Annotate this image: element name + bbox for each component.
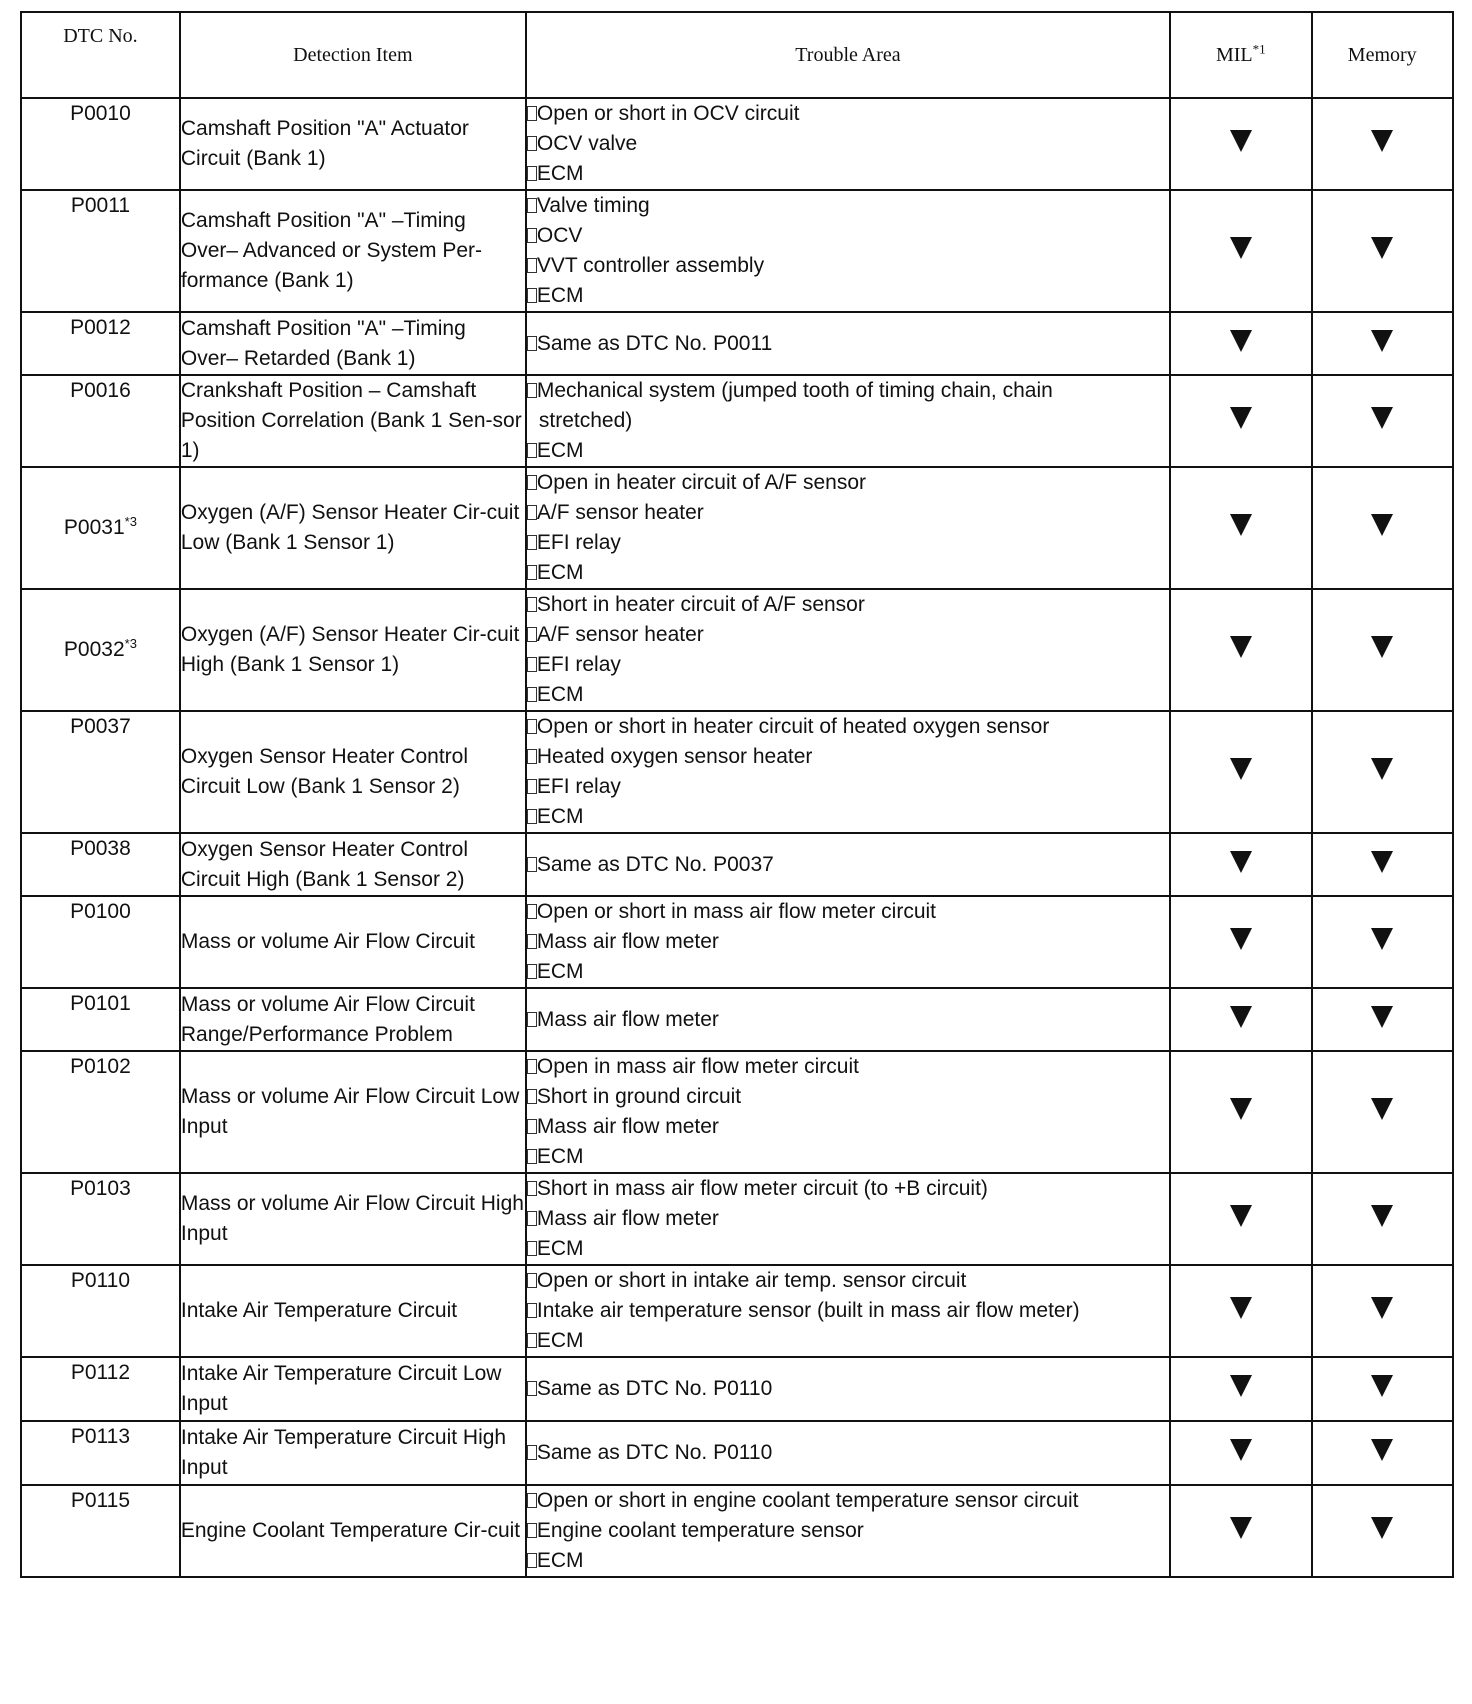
mil-indicator-icon [1230, 1205, 1252, 1227]
mil-cell [1170, 1265, 1311, 1357]
trouble-area-line [527, 251, 1169, 281]
mil-cell [1170, 1421, 1311, 1485]
bullet-box-icon [527, 1149, 537, 1164]
trouble-area-line [527, 927, 1169, 957]
mil-cell [1170, 711, 1311, 833]
trouble-area-line [527, 1112, 1169, 1142]
bullet-box-icon [527, 1241, 537, 1256]
memory-indicator-icon [1371, 1006, 1393, 1028]
detection-item: Camshaft Position "A" –Timing Over– Advanced or System Per-formance (Bank 1) [180, 190, 526, 312]
dtc-code-cell [21, 896, 180, 988]
trouble-area-text: Short in ground circuit [536, 1085, 742, 1108]
bullet-box-icon [527, 719, 537, 734]
detection-item: Mass or volume Air Flow Circuit Low Input [180, 1051, 526, 1173]
bullet-box-icon [527, 258, 537, 273]
memory-indicator-icon [1371, 407, 1393, 429]
bullet-box-icon [527, 1381, 537, 1396]
dtc-code-cell [21, 833, 180, 896]
trouble-area-text: Open in heater circuit of A/F sensor [536, 471, 867, 494]
trouble-area-line [527, 1005, 1169, 1035]
bullet-box-icon [527, 443, 537, 458]
mil-indicator-icon [1230, 330, 1252, 352]
dtc-code: P0115 [70, 1489, 131, 1512]
dtc-code: P0113 [70, 1425, 131, 1448]
detection-item: Camshaft Position "A" Actuator Circuit (Bank 1) [180, 98, 526, 190]
trouble-area-text: Open or short in engine coolant temperature sensor circuit [536, 1489, 1079, 1512]
bullet-box-icon [527, 687, 537, 702]
table-row [21, 1265, 1453, 1357]
dtc-code: P0103 [70, 1177, 131, 1200]
trouble-area-line [527, 1142, 1169, 1172]
trouble-area-line [527, 1266, 1169, 1296]
dtc-code-cell [21, 1485, 180, 1577]
trouble-area-line [527, 742, 1169, 772]
trouble-area-text: A/F sensor heater [536, 501, 704, 524]
trouble-area-text: ECM [536, 1237, 584, 1260]
trouble-area-text: Heated oxygen sensor heater [536, 745, 813, 768]
trouble-area-text: Short in mass air flow meter circuit (to +B circuit) [536, 1177, 988, 1200]
trouble-area [526, 896, 1170, 988]
table-row [21, 1485, 1453, 1577]
memory-indicator-icon [1371, 1439, 1393, 1461]
trouble-area-line [527, 1486, 1169, 1516]
trouble-area [526, 711, 1170, 833]
bullet-box-icon [527, 1089, 537, 1104]
mil-cell [1170, 1173, 1311, 1265]
memory-cell [1312, 1357, 1454, 1421]
dtc-code: P0010 [70, 102, 131, 125]
trouble-area-line [527, 468, 1169, 498]
mil-cell [1170, 1051, 1311, 1173]
trouble-area-line [527, 1296, 1169, 1326]
detection-item: Intake Air Temperature Circuit High Input [180, 1421, 526, 1485]
detection-item: Mass or volume Air Flow Circuit High Input [180, 1173, 526, 1265]
trouble-area [526, 190, 1170, 312]
trouble-area-line [527, 650, 1169, 680]
trouble-area-line [527, 498, 1169, 528]
header-mil: MIL$^{*1}$ [1170, 12, 1311, 98]
trouble-area-line [527, 1374, 1169, 1404]
bullet-box-icon [527, 228, 537, 243]
mil-indicator-icon [1230, 758, 1252, 780]
trouble-area-text: Same as DTC No. P0110 [536, 1441, 773, 1464]
dtc-code: P0110 [70, 1269, 131, 1292]
mil-cell [1170, 833, 1311, 896]
trouble-area-text: stretched) [538, 409, 633, 432]
bullet-box-icon [527, 336, 537, 351]
trouble-area-line [527, 897, 1169, 927]
bullet-box-icon [527, 1181, 537, 1196]
trouble-area-line [527, 281, 1169, 311]
detection-item: Camshaft Position "A" –Timing Over– Retarded (Bank 1) [180, 312, 526, 375]
table-row [21, 1051, 1453, 1173]
trouble-area [526, 1173, 1170, 1265]
memory-indicator-icon [1371, 1098, 1393, 1120]
table-row [21, 711, 1453, 833]
trouble-area-line [527, 1516, 1169, 1546]
trouble-area-line [527, 191, 1169, 221]
trouble-area-line [527, 159, 1169, 189]
bullet-box-icon [527, 535, 537, 550]
trouble-area [526, 98, 1170, 190]
table-body [21, 98, 1453, 1577]
memory-indicator-icon [1371, 758, 1393, 780]
trouble-area-text: Intake air temperature sensor (built in mass air flow meter) [536, 1299, 1080, 1322]
trouble-area-text: ECM [536, 561, 584, 584]
trouble-area-line [527, 850, 1169, 880]
trouble-area [526, 988, 1170, 1051]
mil-indicator-icon [1230, 1098, 1252, 1120]
detection-item: Oxygen (A/F) Sensor Heater Cir-cuit High (Bank 1 Sensor 1) [180, 589, 526, 711]
bullet-box-icon [527, 779, 537, 794]
trouble-area-text: ECM [536, 284, 584, 307]
trouble-area-line [527, 1326, 1169, 1356]
bullet-box-icon [527, 166, 537, 181]
trouble-area-line [527, 590, 1169, 620]
trouble-area-line [527, 558, 1169, 588]
trouble-area-text: ECM [536, 960, 584, 983]
trouble-area [526, 1421, 1170, 1485]
header-dtc-no: DTC No. [21, 12, 180, 98]
memory-indicator-icon [1371, 330, 1393, 352]
dtc-code-cell [21, 589, 180, 711]
dtc-code-cell [21, 1421, 180, 1485]
dtc-code-cell [21, 1265, 180, 1357]
dtc-code: P0011 [70, 194, 131, 217]
trouble-area-text: EFI relay [536, 531, 621, 554]
trouble-area [526, 375, 1170, 467]
memory-indicator-icon [1371, 1297, 1393, 1319]
dtc-code: P0012 [70, 316, 131, 339]
trouble-area [526, 467, 1170, 589]
trouble-area-text: Open in mass air flow meter circuit [536, 1055, 859, 1078]
bullet-box-icon [527, 749, 537, 764]
bullet-box-icon [527, 904, 537, 919]
trouble-area-text: Mass air flow meter [536, 1207, 719, 1230]
dtc-code-cell [21, 1173, 180, 1265]
trouble-area-line [527, 221, 1169, 251]
table-row [21, 312, 1453, 375]
trouble-area [526, 312, 1170, 375]
table-row [21, 467, 1453, 589]
memory-cell [1312, 98, 1454, 190]
trouble-area-text: Same as DTC No. P0037 [536, 852, 774, 876]
trouble-area-text: Open or short in intake air temp. sensor circuit [536, 1269, 967, 1292]
trouble-area-line [527, 436, 1169, 466]
bullet-box-icon [527, 657, 537, 672]
mil-indicator-icon [1230, 1517, 1252, 1539]
dtc-code: P0031 [63, 516, 125, 539]
mil-cell [1170, 1357, 1311, 1421]
dtc-code-cell [21, 988, 180, 1051]
memory-indicator-icon [1371, 928, 1393, 950]
mil-indicator-icon [1230, 928, 1252, 950]
mil-cell [1170, 896, 1311, 988]
header-row [21, 12, 1453, 98]
trouble-area-text: Valve timing [536, 194, 650, 217]
bullet-box-icon [527, 288, 537, 303]
memory-cell [1312, 896, 1454, 988]
memory-cell [1312, 467, 1454, 589]
trouble-area-text: Same as DTC No. P0110 [536, 1377, 773, 1400]
mil-cell [1170, 988, 1311, 1051]
trouble-area-line [527, 1234, 1169, 1264]
trouble-area-text: EFI relay [536, 775, 621, 798]
memory-cell [1312, 988, 1454, 1051]
dtc-code: P0102 [70, 1055, 131, 1078]
memory-indicator-icon [1371, 130, 1393, 152]
dtc-code: P0037 [70, 715, 131, 738]
detection-item: Mass or volume Air Flow Circuit Range/Performance Problem [180, 988, 526, 1051]
detection-item: Crankshaft Position – Camshaft Position Correlation (Bank 1 Sen-sor 1) [180, 375, 526, 467]
trouble-area-text: ECM [536, 1549, 584, 1572]
dtc-code: P0032 [63, 638, 125, 661]
trouble-area-text: Open or short in mass air flow meter circuit [536, 900, 936, 923]
trouble-area [526, 1357, 1170, 1421]
bullet-box-icon [527, 1303, 537, 1318]
table-row [21, 98, 1453, 190]
trouble-area [526, 833, 1170, 896]
bullet-box-icon [527, 934, 537, 949]
dtc-code-cell [21, 375, 180, 467]
trouble-area-text: OCV valve [536, 132, 638, 155]
bullet-box-icon [527, 1211, 537, 1226]
table-row [21, 896, 1453, 988]
mil-cell [1170, 1485, 1311, 1577]
detection-item: Oxygen (A/F) Sensor Heater Cir-cuit Low (Bank 1 Sensor 1) [180, 467, 526, 589]
trouble-area [526, 589, 1170, 711]
bullet-box-icon [527, 627, 537, 642]
mil-indicator-icon [1230, 130, 1252, 152]
bullet-box-icon [527, 136, 537, 151]
detection-item: Oxygen Sensor Heater Control Circuit High (Bank 1 Sensor 2) [180, 833, 526, 896]
trouble-area-line [527, 329, 1169, 359]
memory-cell [1312, 711, 1454, 833]
dtc-code: P0101 [70, 992, 131, 1015]
bullet-box-icon [527, 565, 537, 580]
trouble-area-text: Mass air flow meter [536, 1115, 719, 1138]
memory-indicator-icon [1371, 514, 1393, 536]
bullet-box-icon [527, 964, 537, 979]
trouble-area-text: VVT controller assembly [536, 254, 765, 277]
trouble-area-line [527, 376, 1169, 406]
detection-item: Oxygen Sensor Heater Control Circuit Low (Bank 1 Sensor 2) [180, 711, 526, 833]
trouble-area-text: ECM [536, 162, 584, 185]
memory-indicator-icon [1371, 1517, 1393, 1539]
trouble-area-line [527, 680, 1169, 710]
trouble-area-text: Engine coolant temperature sensor [536, 1519, 864, 1542]
trouble-area-text: Mechanical system (jumped tooth of timing chain, chain [536, 379, 1053, 402]
mil-indicator-icon [1230, 237, 1252, 259]
trouble-area-line [527, 957, 1169, 987]
bullet-box-icon [527, 1012, 537, 1027]
bullet-box-icon [527, 1445, 537, 1460]
memory-cell [1312, 375, 1454, 467]
table-row [21, 1173, 1453, 1265]
memory-indicator-icon [1371, 1375, 1393, 1397]
memory-cell [1312, 312, 1454, 375]
bullet-box-icon [527, 475, 537, 490]
mil-cell [1170, 467, 1311, 589]
table-row [21, 589, 1453, 711]
bullet-box-icon [527, 1273, 537, 1288]
dtc-code-cell [21, 1051, 180, 1173]
bullet-box-icon [527, 857, 537, 872]
trouble-area-text: ECM [536, 805, 584, 828]
dtc-code-cell [21, 190, 180, 312]
table-row [21, 375, 1453, 467]
mil-indicator-icon [1230, 1439, 1252, 1461]
mil-indicator-icon [1230, 1006, 1252, 1028]
trouble-area-line [527, 1204, 1169, 1234]
memory-cell [1312, 1485, 1454, 1577]
trouble-area-text: Open or short in OCV circuit [536, 102, 800, 125]
trouble-area-text: ECM [536, 1145, 584, 1168]
dtc-table [20, 11, 1454, 1578]
table-row [21, 190, 1453, 312]
trouble-area-line [527, 1174, 1169, 1204]
trouble-area-line [527, 99, 1169, 129]
trouble-area-text: Short in heater circuit of A/F sensor [536, 593, 865, 616]
dtc-code-cell [21, 1357, 180, 1421]
trouble-area-text: EFI relay [536, 653, 621, 676]
trouble-area-text: ECM [536, 1329, 584, 1352]
trouble-area-text: OCV [536, 224, 583, 247]
bullet-box-icon [527, 505, 537, 520]
memory-cell [1312, 1265, 1454, 1357]
bullet-box-icon [527, 1059, 537, 1074]
header-trouble-area: Trouble Area [526, 12, 1170, 98]
memory-indicator-icon [1371, 851, 1393, 873]
memory-indicator-icon [1371, 237, 1393, 259]
trouble-area-text: Mass air flow meter [536, 1007, 719, 1031]
table-row [21, 988, 1453, 1051]
bullet-box-icon [527, 106, 537, 121]
table-row [21, 1421, 1453, 1485]
bullet-box-icon [527, 1333, 537, 1348]
trouble-area-line [527, 406, 1169, 436]
trouble-area [526, 1265, 1170, 1357]
memory-cell [1312, 589, 1454, 711]
trouble-area-line [527, 712, 1169, 742]
bullet-box-icon [527, 1523, 537, 1538]
mil-indicator-icon [1230, 1297, 1252, 1319]
trouble-area-line [527, 1438, 1169, 1468]
memory-indicator-icon [1371, 1205, 1393, 1227]
trouble-area-text: Mass air flow meter [536, 930, 719, 953]
detection-item: Intake Air Temperature Circuit Low Input [180, 1357, 526, 1421]
memory-cell [1312, 190, 1454, 312]
mil-indicator-icon [1230, 514, 1252, 536]
dtc-code: P0112 [70, 1361, 131, 1384]
mil-cell [1170, 312, 1311, 375]
header-memory: Memory [1312, 12, 1454, 98]
trouble-area-text: A/F sensor heater [536, 623, 704, 646]
trouble-area-line [527, 1052, 1169, 1082]
bullet-box-icon [527, 1553, 537, 1568]
trouble-area-text: ECM [536, 683, 584, 706]
bullet-box-icon [527, 383, 537, 398]
dtc-code-cell [21, 312, 180, 375]
dtc-code-cell [21, 98, 180, 190]
memory-indicator-icon [1371, 636, 1393, 658]
memory-cell [1312, 1051, 1454, 1173]
memory-cell [1312, 1173, 1454, 1265]
table-row [21, 833, 1453, 896]
mil-cell [1170, 190, 1311, 312]
dtc-code: P0038 [70, 837, 131, 860]
mil-indicator-icon [1230, 851, 1252, 873]
dtc-code: P0100 [70, 900, 131, 923]
trouble-area-line [527, 772, 1169, 802]
dtc-code-cell [21, 711, 180, 833]
trouble-area-text: Open or short in heater circuit of heated oxygen sensor [536, 715, 1050, 738]
trouble-area-line [527, 802, 1169, 832]
trouble-area-line [527, 1546, 1169, 1576]
dtc-code-footnote: *3 [124, 514, 137, 529]
mil-cell [1170, 98, 1311, 190]
header-detection-item: Detection Item [180, 12, 526, 98]
dtc-code-cell [21, 467, 180, 589]
trouble-area-text: Same as DTC No. P0011 [536, 331, 773, 355]
dtc-code-footnote: *3 [124, 636, 137, 651]
memory-cell [1312, 1421, 1454, 1485]
mil-indicator-icon [1230, 1375, 1252, 1397]
bullet-box-icon [527, 597, 537, 612]
detection-item: Mass or volume Air Flow Circuit [180, 896, 526, 988]
trouble-area [526, 1051, 1170, 1173]
bullet-box-icon [527, 1119, 537, 1134]
memory-cell [1312, 833, 1454, 896]
trouble-area-line [527, 620, 1169, 650]
mil-indicator-icon [1230, 636, 1252, 658]
trouble-area-line [527, 129, 1169, 159]
mil-cell [1170, 589, 1311, 711]
detection-item: Engine Coolant Temperature Cir-cuit [180, 1485, 526, 1577]
mil-cell [1170, 375, 1311, 467]
trouble-area-text: ECM [536, 439, 584, 462]
bullet-box-icon [527, 198, 537, 213]
detection-item: Intake Air Temperature Circuit [180, 1265, 526, 1357]
trouble-area-line [527, 528, 1169, 558]
bullet-box-icon [527, 809, 537, 824]
dtc-code: P0016 [70, 379, 131, 402]
trouble-area [526, 1485, 1170, 1577]
trouble-area-line [527, 1082, 1169, 1112]
table-row [21, 1357, 1453, 1421]
bullet-box-icon [527, 1493, 537, 1508]
mil-indicator-icon [1230, 407, 1252, 429]
